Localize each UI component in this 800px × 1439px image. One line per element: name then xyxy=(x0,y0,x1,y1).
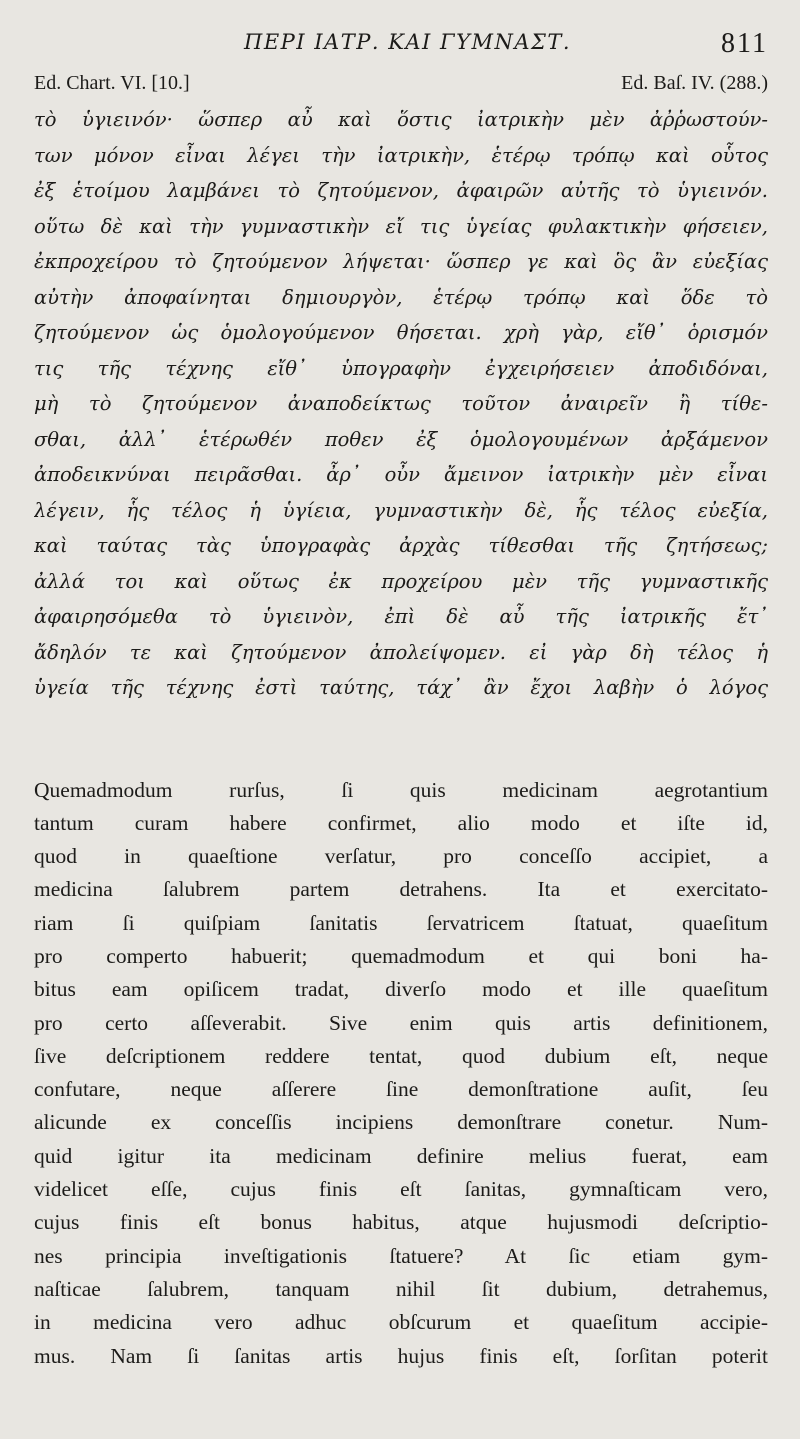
latin-text-line: quod in quaeſtione verſatur, pro conceſſo accipiet, a xyxy=(34,844,768,869)
greek-text-line: ἄδηλόν τε καὶ ζητούμενον ἀπολείψομεν. εἰ γὰρ δὴ τέλος ἡ xyxy=(34,640,768,664)
latin-text-block xyxy=(34,774,768,1373)
column-separator-space xyxy=(34,706,768,774)
latin-text-line: tantum curam habere confirmet, alio modo et iſte id, xyxy=(34,810,768,835)
greek-text-line: των μόνον εἶναι λέγει τὴν ἰατρικὴν, ἑτέρῳ τρόπῳ καὶ οὗτος xyxy=(34,143,768,167)
running-head xyxy=(34,0,768,62)
greek-text-line: ὑγεία τῆς τέχνης ἐστὶ ταύτης, τάχ᾽ ἂν ἔχοι λαβὴν ὁ λόγος xyxy=(34,676,768,699)
edition-basel-reference: Ed. Baſ. IV. (288.) xyxy=(621,72,768,94)
latin-text-line: confutare, neque aſſerere ſine demonſtratione auſit, ſeu xyxy=(34,1077,768,1102)
latin-text-line: mus. Nam ſi ſanitas artis hujus finis eſt, ſorſitan poterit xyxy=(34,1343,768,1368)
latin-text-line: pro comperto habuerit; quemadmodum et qui boni ha- xyxy=(34,943,768,968)
latin-text-line: nes principia inveſtigationis ſtatuere? At ſic etiam gym- xyxy=(34,1243,768,1268)
page-number: 811 xyxy=(721,28,768,59)
greek-text-line: ἀλλά τοι καὶ οὕτως ἐκ προχείρου μὲν τῆς γυμναστικῆς xyxy=(34,569,768,593)
latin-text-line: quid igitur ita medicinam definire melius fuerat, eam xyxy=(34,1143,768,1168)
latin-text-line: medicina ſalubrem partem detrahens. Ita et exercitato- xyxy=(34,877,768,902)
greek-text-line: ἀποδεικνύναι πειρᾶσθαι. ἆρ᾽ οὖν ἄμεινον ἰατρικὴν μὲν εἶναι xyxy=(34,463,768,486)
edition-chart-reference: Ed. Chart. VI. [10.] xyxy=(34,72,190,94)
greek-text-line: λέγειν, ἧς τέλος ἡ ὑγίεια, γυμναστικὴν δὲ, ἧς τέλος εὐεξία, xyxy=(34,498,768,522)
latin-text-line: bitus eam opiſicem tradat, diverſo modo et ille quaeſitum xyxy=(34,977,768,1002)
latin-text-line: pro certo aſſeverabit. Sive enim quis artis definitionem, xyxy=(34,1010,768,1035)
greek-text-line: σθαι, ἀλλ᾽ ἑτέρωθέν ποθεν ἐξ ὁμολογουμένων ἀρξάμενον xyxy=(34,427,768,451)
latin-text-line: videlicet eſſe, cujus finis eſt ſanitas, gymnaſticam vero, xyxy=(34,1177,768,1202)
greek-text-line: ζητούμενον ὡς ὁμολογούμενον θήσεται. χρὴ γὰρ, εἴθ᾽ ὁρισμόν xyxy=(34,321,768,344)
greek-text-line: ἀφαιρησόμεθα τὸ ὑγιεινὸν, ἐπὶ δὲ αὖ τῆς ἰατρικῆς ἔτ᾽ xyxy=(34,605,768,628)
latin-text-line: ſive deſcriptionem reddere tentat, quod dubium eſt, neque xyxy=(34,1043,768,1068)
latin-text-line: in medicina vero adhuc obſcurum et quaeſitum accipie- xyxy=(34,1310,768,1335)
latin-text-line: naſticae ſalubrem, tanquam nihil ſit dubium, detrahemus, xyxy=(34,1276,768,1301)
greek-text-line: ἐκπροχείρου τὸ ζητούμενον λήψεται· ὥσπερ γε καὶ ὃς ἂν εὐεξίας xyxy=(34,250,768,273)
latin-text-line: alicunde ex conceſſis incipiens demonſtrare conetur. Num- xyxy=(34,1110,768,1135)
latin-text-line: Quemadmodum rurſus, ſi quis medicinam aegrotantium xyxy=(34,777,768,802)
greek-text-line: τὸ ὑγιεινόν· ὥσπερ αὖ καὶ ὅστις ἰατρικὴν μὲν ἀῤῥωστούν- xyxy=(34,108,768,131)
greek-text-line: καὶ ταύτας τὰς ὑπογραφὰς ἀρχὰς τίθεσθαι τῆς ζητήσεως; xyxy=(34,534,768,557)
greek-text-line: μὴ τὸ ζητούμενον ἀναποδείκτως τοῦτον ἀναιρεῖν ἢ τίθε- xyxy=(34,392,768,415)
latin-text-line: cujus finis eſt bonus habitus, atque hujusmodi deſcriptio- xyxy=(34,1210,768,1235)
greek-text-line: ἐξ ἑτοίμου λαμβάνει τὸ ζητούμενον, ἀφαιρῶν αὐτῆς τὸ ὑγιεινόν. xyxy=(34,179,768,202)
edition-references xyxy=(34,62,768,102)
greek-text-line: οὕτω δὲ καὶ τὴν γυμναστικὴν εἴ τις ὑγείας φυλακτικὴν φήσειεν, xyxy=(34,214,768,238)
running-title: ΠΕΡΙ ΙΑΤΡ. ΚΑΙ ΓΥΜΝΑΣΤ. xyxy=(244,30,572,54)
greek-text-line: αὐτὴν ἀποφαίνηται δημιουργὸν, ἑτέρῳ τρόπῳ καὶ ὅδε τὸ xyxy=(34,285,768,309)
greek-text-block xyxy=(34,102,768,706)
greek-text-line: τις τῆς τέχνης εἴθ᾽ ὑπογραφὴν ἐγχειρήσειεν ἀποδιδόναι, xyxy=(34,356,768,380)
latin-text-line: riam ſi quiſpiam ſanitatis ſervatricem ſtatuat, quaeſitum xyxy=(34,910,768,935)
